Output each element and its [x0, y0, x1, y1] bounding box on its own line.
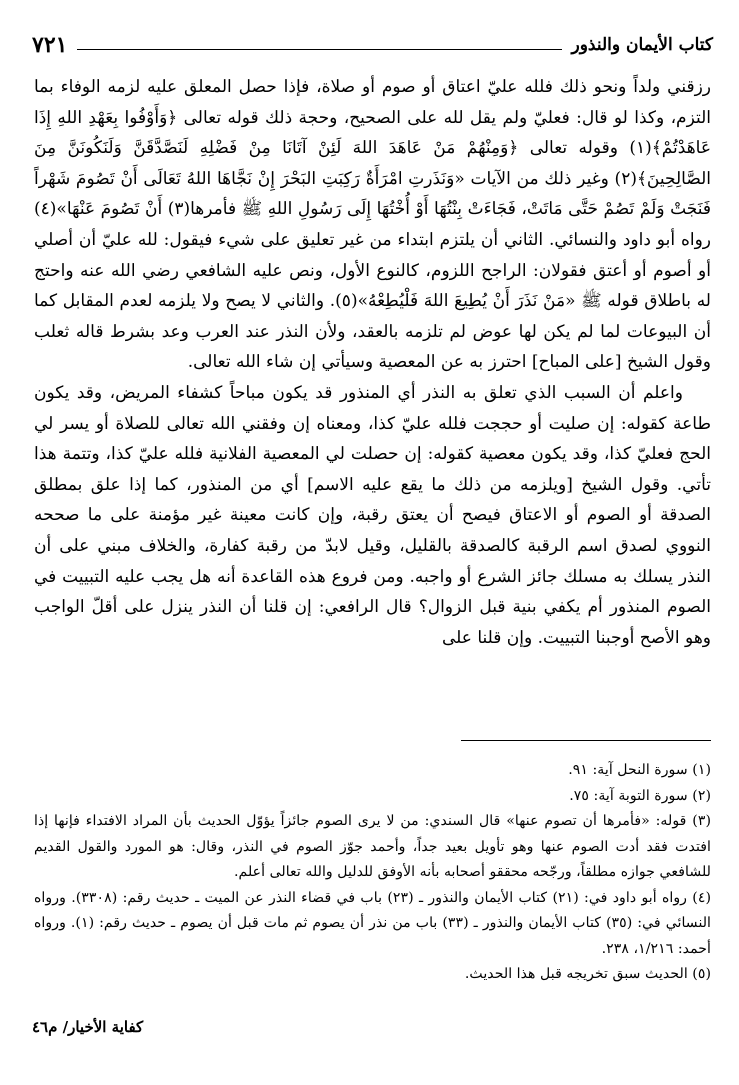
- header-rule: [77, 49, 561, 50]
- paragraph-2: واعلم أن السبب الذي تعلق به النذر أي المنذور قد يكون مباحاً كشفاء المريض، وقد يكون طاعة كقوله: إن صليت أو حججت فلله عليّ كذا، ومعناه إن وفقني الله تعالى للصلاة أو يسر لي الحج فعليّ كذا، وقد يكون معصية كقوله: إن حصلت لي المعصية الفلانية فلله عليّ كذا، وتتمة هذا تأتي. وقول الشيخ [ويلزمه من ذلك ما يقع عليه الاسم] أي من المنذور، كما إذا علق بمطلق الصدقة أو الصوم أو الاعتاق فيصح أن يعتق رقبة، وإن كانت معينة غير مؤمنة على ما صححه النووي لصدق اسم الرقبة كالصدقة بالقليل، وقيل لابدّ من رقبة كفارة، والخلاف مبني على أن النذر يسلك به مسلك جائز الشرع أو واجبه. ومن فروع هذه القاعدة أنه هل يجب عليه التبييت في الصوم المنذور أم يكفي بنية قبل الزوال؟ قال الرافعي: إن قلنا أن النذر ينزل على أقلّ الواجب وهو الأصح أوجبنا التبييت. وإن قلنا على: [34, 382, 711, 648]
- footnote-5: (٥) الحديث سبق تخريجه قبل هذا الحديث.: [464, 966, 711, 982]
- paragraph-1: رزقني ولداً ونحو ذلك فلله عليّ اعتاق أو صوم أو صلاة، فإذا حصل المعلق عليه لزمه الوفاء بما التزم، وكذا لو قال: فعليّ ولم يقل لله على الصحيح، وحجة ذلك قوله تعالى ﴿وَأَوْفُوا بِعَهْدِ اللهِ إِذَا عَاهَدْتُمْ﴾(١) وقوله تعالى ﴿وَمِنْهُمْ مَنْ عَاهَدَ اللهَ لَئِنْ آتَانَا مِنْ فَضْلِهِ لَنَصَّدَّقَنَّ وَلَنَكُونَنَّ مِنَ الصَّالِحِينَ﴾(٢) وغير ذلك من الآيات «وَنَذَرتِ امْرَأَةٌ رَكِبَتِ البَحْرَ إِنْ نَجَّاهَا اللهُ تَعَالَى أَنْ تَصُومَ شَهْراً فَنَجَتْ وَلَمْ تَصُمْ حَتَّى مَاتَتْ، فَجَاءَتْ بِنْتُهَا أَوْ أُخْتُهَا إِلَى رَسُولِ اللهِ ﷺ فأمرها(٣) أَنْ تَصُومَ عَنْهَا»(٤) رواه أبو داود والنسائي. الثاني أن يلتزم ابتداء من غير تعليق على شيء فيقول: لله عليّ أن أصلي أو أصوم أو أعتق فقولان: الراجح اللزوم، كالنوع الأول، ونص عليه الشافعي رضي الله عنه واحتج له باطلاق قوله ﷺ «مَنْ نَذَرَ أَنْ يُطِيعَ اللهَ فَلْيُطِعْهُ»(٥). والثاني لا يصح ولا يلزمه لعدم المقابل كما أن البيوعات لما لم يكن لها عوض لم تلزمه بالعقد، ولأن النذر عند العرب وعد بشرط قاله ثعلب وقول الشيخ [على المباح] احترز به عن المعصية وسيأتي إن شاء الله تعالى.: [34, 77, 711, 373]
- footnote-3: (٣) قوله: «فأمرها أن تصوم عنها» قال السندي: من لا يرى الصوم جائزاً يؤوّل الحديث بأن المراد الافتداء فإنها إذا افتدت فقد أدت الصوم عنها وهو تأويل بعيد جداً، وأحمد جوّز الصوم في النذر، وقال: هو المورد والقول القديم للشافعي جوازه مطلقاً، ورجّحه محققو أصحابه بأنه الأوفق للدليل والله تعالى أعلم.: [34, 813, 711, 880]
- book-title: كتاب الأيمان والنذور: [571, 35, 713, 55]
- footnote-1: (١) سورة النحل آية: ٩١.: [568, 762, 711, 778]
- footnote-4: (٤) رواه أبو داود في: (٢١) كتاب الأيمان والنذور ـ (٢٣) باب في قضاء النذر عن الميت ـ حديث رقم: (٣٣٠٨). ورواه النسائي في: (٣٥) كتاب الأيمان والنذور ـ (٣٣) باب من نذر أن يصوم ثم مات قبل أن يصوم ـ حديث رقم: (١). ورواه أحمد: ١/٢١٦، ٢٣٨.: [34, 889, 712, 957]
- footnotes: [34, 758, 711, 988]
- running-header: [32, 30, 713, 60]
- footnote-separator: [461, 740, 711, 741]
- main-text: [34, 72, 711, 653]
- page-number: ٧٢١: [32, 32, 68, 58]
- signature-mark: كفاية الأخيار/ م٤٦: [32, 1018, 144, 1036]
- footnote-2: (٢) سورة التوبة آية: ٧٥.: [569, 787, 711, 804]
